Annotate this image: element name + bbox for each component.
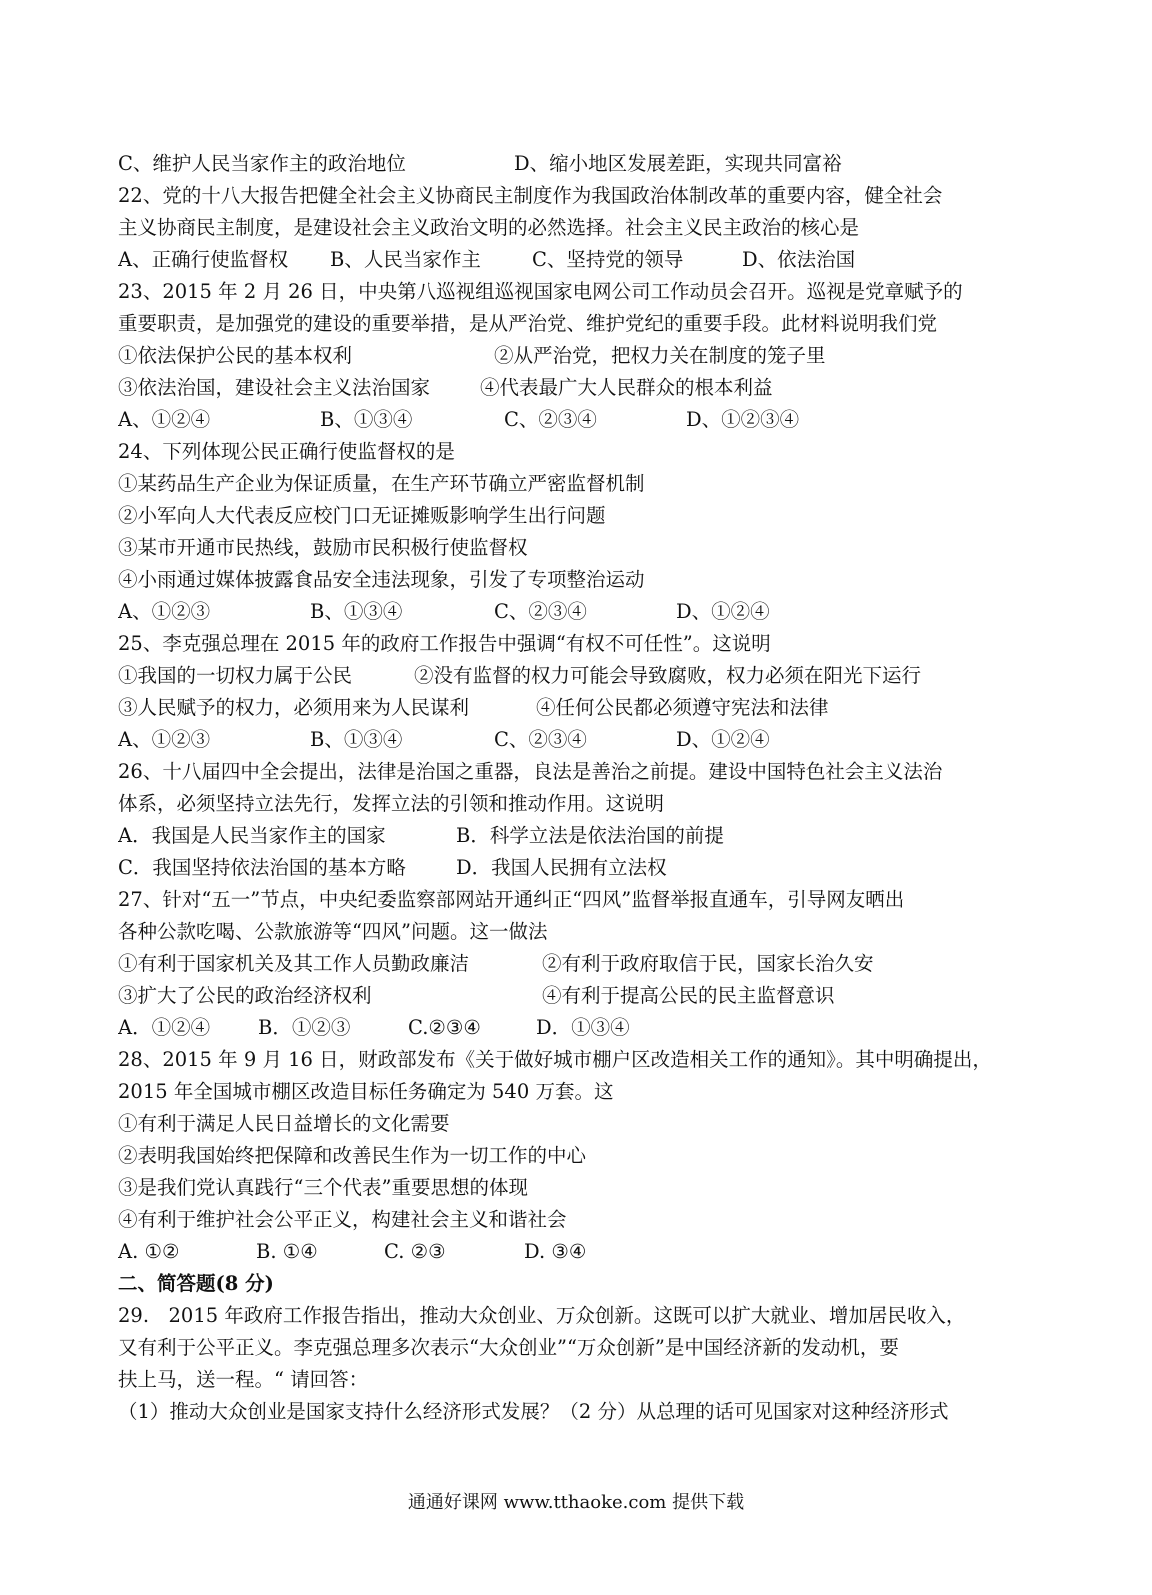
q25-option-b: B、①③④ — [310, 728, 403, 751]
q26-option-d: D．我国人民拥有立法权 — [456, 856, 667, 879]
q24-stem: 24、下列体现公民正确行使监督权的是 — [118, 440, 455, 463]
q22-option-a: A、正确行使监督权 — [118, 248, 289, 271]
q24-options-row — [118, 596, 1038, 628]
q22-option-c: C、坚持党的领导 — [532, 248, 684, 271]
q23-option-d: D、①②③④ — [686, 408, 800, 431]
page-footer: 通通好课网 www.tthaoke.com 提供下载 — [407, 1492, 745, 1513]
q25-items-row-1 — [118, 660, 1038, 692]
q27-options-row — [118, 1012, 1038, 1044]
q27-option-d: D．①③④ — [536, 1016, 630, 1039]
q23-option-a: A、①②④ — [118, 408, 211, 431]
q28-item-4: ④有利于维护社会公平正义，构建社会主义和谐社会 — [118, 1208, 567, 1231]
q25-items-row-2 — [118, 692, 1038, 724]
q27-items-row-1 — [118, 948, 1038, 980]
q23-item-3: ③依法治国，建设社会主义法治国家 — [118, 376, 431, 399]
q28-options-row — [118, 1236, 1038, 1268]
q23-item-2: ②从严治党，把权力关在制度的笼子里 — [494, 344, 826, 367]
q21-options-row — [118, 148, 1038, 180]
q29-stem-line-3: 扶上马，送一程。“ 请回答： — [118, 1368, 369, 1391]
q28-option-a: A. ①② — [118, 1240, 180, 1263]
q24-item-4: ④小雨通过媒体披露食品安全违法现象，引发了专项整治运动 — [118, 568, 645, 591]
q27-item-4: ④有利于提高公民的民主监督意识 — [542, 984, 835, 1007]
q28-item-1: ①有利于满足人民日益增长的文化需要 — [118, 1112, 450, 1135]
q23-item-1: ①依法保护公民的基本权利 — [118, 344, 353, 367]
q22-options-row — [118, 244, 1038, 276]
section-heading: 二、简答题(8 分) — [118, 1272, 274, 1295]
q25-stem: 25、李克强总理在 2015 年的政府工作报告中强调“有权不可任性”。这说明 — [118, 632, 771, 655]
q27-items-row-2 — [118, 980, 1038, 1012]
q27-stem-line-2: 各种公款吃喝、公款旅游等“四风”问题。这一做法 — [118, 920, 548, 943]
q27-option-c: C.②③④ — [408, 1016, 481, 1039]
q26-option-c: C．我国坚持依法治国的基本方略 — [118, 856, 406, 879]
q25-option-c: C、②③④ — [494, 728, 587, 751]
q22-option-b: B、人民当家作主 — [330, 248, 481, 271]
q22-stem-line-1: 22、党的十八大报告把健全社会主义协商民主制度作为我国政治体制改革的重要内容，健全社会 — [118, 184, 943, 207]
q27-item-2: ②有利于政府取信于民，国家长治久安 — [542, 952, 874, 975]
q23-stem-line-1: 23、2015 年 2 月 26 日，中央第八巡视组巡视国家电网公司工作动员会召开。巡视是党章赋予的 — [118, 280, 963, 303]
q23-options-row — [118, 404, 1038, 436]
q26-option-a: A．我国是人民当家作主的国家 — [118, 824, 386, 847]
q21-option-d: D、缩小地区发展差距，实现共同富裕 — [514, 152, 842, 175]
q29-stem-line-2: 又有利于公平正义。李克强总理多次表示“大众创业”“万众创新”是中国经济新的发动机，要 — [118, 1336, 899, 1359]
q24-option-d: D、①②④ — [676, 600, 770, 623]
q27-option-a: A．①②④ — [118, 1016, 211, 1039]
q24-option-c: C、②③④ — [494, 600, 587, 623]
q25-option-a: A、①②③ — [118, 728, 211, 751]
q24-item-1: ①某药品生产企业为保证质量，在生产环节确立严密监督机制 — [118, 472, 645, 495]
q25-item-4: ④任何公民都必须遵守宪法和法律 — [536, 696, 829, 719]
q28-option-c: C. ②③ — [384, 1240, 446, 1263]
q23-items-row-2 — [118, 372, 1038, 404]
q23-stem-line-2: 重要职责，是加强党的建设的重要举措，是从严治党、维护党纪的重要手段。此材料说明我们党 — [118, 312, 938, 335]
q26-options-row-1 — [118, 820, 1038, 852]
q23-items-row-1 — [118, 340, 1038, 372]
q25-item-2: ②没有监督的权力可能会导致腐败，权力必须在阳光下运行 — [414, 664, 922, 687]
q28-item-2: ②表明我国始终把保障和改善民生作为一切工作的中心 — [118, 1144, 587, 1167]
q29-subquestion-1: （1）推动大众创业是国家支持什么经济形式发展？（2 分）从总理的话可见国家对这种经济形式 — [118, 1400, 949, 1423]
q27-item-1: ①有利于国家机关及其工作人员勤政廉洁 — [118, 952, 470, 975]
q26-option-b: B．科学立法是依法治国的前提 — [456, 824, 724, 847]
q27-item-3: ③扩大了公民的政治经济权利 — [118, 984, 372, 1007]
q21-option-c: C、维护人民当家作主的政治地位 — [118, 152, 406, 175]
q22-option-d: D、依法治国 — [742, 248, 856, 271]
q23-option-b: B、①③④ — [320, 408, 413, 431]
q23-option-c: C、②③④ — [504, 408, 597, 431]
q24-option-b: B、①③④ — [310, 600, 403, 623]
q25-item-1: ①我国的一切权力属于公民 — [118, 664, 353, 687]
q28-stem-line-1: 28、2015 年 9 月 16 日，财政部发布《关于做好城市棚户区改造相关工作的通知》。其中明确提出， — [118, 1048, 992, 1071]
q29-stem-line-1: 29. 2015 年政府工作报告指出，推动大众创业、万众创新。这既可以扩大就业、增加居民收入， — [118, 1304, 966, 1327]
q28-item-3: ③是我们党认真践行“三个代表”重要思想的体现 — [118, 1176, 528, 1199]
q27-option-b: B．①②③ — [258, 1016, 351, 1039]
q28-option-b: B. ①④ — [256, 1240, 318, 1263]
q26-options-row-2 — [118, 852, 1038, 884]
q27-stem-line-1: 27、针对“五一”节点，中央纪委监察部网站开通纠正“四风”监督举报直通车，引导网友晒出 — [118, 888, 905, 911]
q22-stem-line-2: 主义协商民主制度，是建设社会主义政治文明的必然选择。社会主义民主政治的核心是 — [118, 216, 860, 239]
q26-stem-line-1: 26、十八届四中全会提出，法律是治国之重器，良法是善治之前提。建设中国特色社会主义法治 — [118, 760, 943, 783]
q25-options-row — [118, 724, 1038, 756]
q24-item-2: ②小军向人大代表反应校门口无证摊贩影响学生出行问题 — [118, 504, 606, 527]
q24-option-a: A、①②③ — [118, 600, 211, 623]
q25-item-3: ③人民赋予的权力，必须用来为人民谋利 — [118, 696, 470, 719]
q23-item-4: ④代表最广大人民群众的根本利益 — [480, 376, 773, 399]
q25-option-d: D、①②④ — [676, 728, 770, 751]
q28-stem-line-2: 2015 年全国城市棚区改造目标任务确定为 540 万套。这 — [118, 1080, 614, 1103]
q24-item-3: ③某市开通市民热线，鼓励市民积极行使监督权 — [118, 536, 528, 559]
q28-option-d: D. ③④ — [524, 1240, 587, 1263]
q26-stem-line-2: 体系，必须坚持立法先行，发挥立法的引领和推动作用。这说明 — [118, 792, 665, 815]
